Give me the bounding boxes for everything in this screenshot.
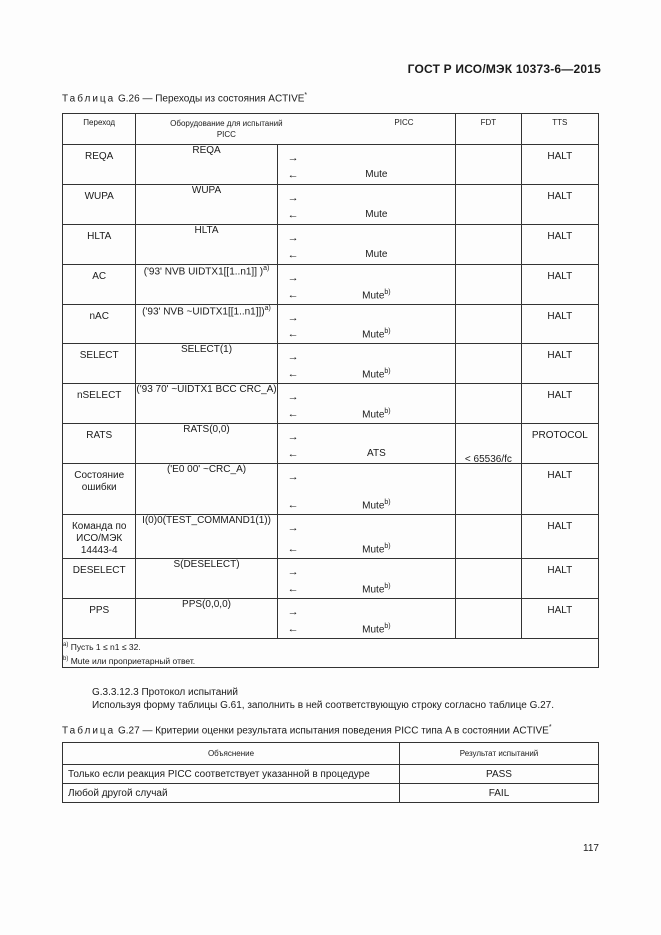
right-arrow-icon: → bbox=[287, 272, 299, 284]
command-cell: REQA bbox=[136, 145, 277, 185]
picc-cell bbox=[277, 424, 456, 464]
fdt-cell bbox=[456, 145, 521, 185]
response-footnote-mark: b) bbox=[384, 328, 391, 335]
send-line bbox=[278, 431, 456, 445]
transition-cell: DESELECT bbox=[63, 559, 136, 599]
receive-line bbox=[278, 583, 456, 597]
command-cell: SELECT(1) bbox=[136, 344, 277, 384]
fdt-cell: < 65536/fc bbox=[456, 424, 521, 464]
picc-cell bbox=[277, 384, 456, 424]
table26-caption-mark: * bbox=[304, 92, 308, 99]
send-line bbox=[278, 351, 456, 365]
transition-cell: AC bbox=[63, 265, 136, 305]
picc-response: Mute$^{b)}$ bbox=[362, 499, 391, 512]
command-cell: ('E0 00' ~CRC_A) bbox=[136, 464, 277, 515]
fdt-cell bbox=[456, 515, 521, 559]
picc-response: Mute$^{b)}$ bbox=[362, 328, 391, 341]
receive-line bbox=[278, 328, 456, 342]
fdt-cell bbox=[456, 305, 521, 344]
receive-line bbox=[278, 408, 456, 422]
tts-cell: HALT bbox=[521, 515, 598, 559]
receive-line bbox=[278, 499, 456, 513]
left-arrow-icon: ← bbox=[287, 499, 299, 511]
table-row bbox=[63, 599, 599, 639]
result-cell: PASS bbox=[400, 765, 599, 784]
tts-cell: HALT bbox=[521, 265, 598, 305]
command-cell: WUPA bbox=[136, 185, 277, 225]
left-arrow-icon: ← bbox=[287, 328, 299, 340]
section-text: Используя форму таблицы G.61, заполнить в нeй соответствующую строку согласно таблице G.27. bbox=[92, 700, 555, 711]
right-arrow-icon: → bbox=[287, 232, 299, 244]
left-arrow-icon: ← bbox=[287, 583, 299, 595]
send-line bbox=[278, 192, 456, 206]
tts-cell: HALT bbox=[521, 145, 598, 185]
right-arrow-icon: → bbox=[287, 192, 299, 204]
table-row bbox=[63, 225, 599, 265]
picc-response: Mute$^{b)}$ bbox=[362, 408, 391, 421]
left-arrow-icon: ← bbox=[287, 368, 299, 380]
header-equipment: Оборудование для испытаний PICC bbox=[170, 119, 283, 139]
send-line bbox=[278, 152, 456, 166]
command-cell: RATS(0,0) bbox=[136, 424, 277, 464]
send-line bbox=[278, 391, 456, 405]
table-row bbox=[63, 515, 599, 559]
receive-line bbox=[278, 448, 456, 462]
table-row bbox=[63, 185, 599, 225]
transition-cell: Команда по ИСО/МЭК 14443-4 bbox=[63, 515, 136, 559]
transitions-table bbox=[62, 113, 599, 668]
command-cell: PPS(0,0,0) bbox=[136, 599, 277, 639]
response-footnote-mark: b) bbox=[384, 543, 391, 550]
fdt-cell bbox=[456, 344, 521, 384]
receive-line bbox=[278, 209, 456, 223]
picc-response: Mute bbox=[365, 169, 388, 180]
table-header-row bbox=[63, 743, 599, 765]
picc-response: Mute$^{b)}$ bbox=[362, 583, 391, 596]
transition-cell: REQA bbox=[63, 145, 136, 185]
transition-cell: PPS bbox=[63, 599, 136, 639]
tts-cell: HALT bbox=[521, 305, 598, 344]
header-transition: Переход bbox=[63, 114, 136, 145]
receive-line bbox=[278, 249, 456, 263]
fdt-cell bbox=[456, 185, 521, 225]
tts-cell: HALT bbox=[521, 559, 598, 599]
picc-response: Mute$^{b)}$ bbox=[362, 289, 391, 302]
table26-caption-label: Таблица bbox=[62, 93, 116, 105]
header-tts: TTS bbox=[521, 114, 598, 145]
left-arrow-icon: ← bbox=[287, 209, 299, 221]
picc-cell bbox=[277, 265, 456, 305]
picc-cell bbox=[277, 599, 456, 639]
left-arrow-icon: ← bbox=[287, 543, 299, 555]
picc-cell bbox=[277, 515, 456, 559]
response-footnote-mark: b) bbox=[384, 408, 391, 415]
transition-cell: nSELECT bbox=[63, 384, 136, 424]
picc-cell bbox=[277, 305, 456, 344]
section-heading: G.3.3.12.3 Протокол испытаний bbox=[92, 687, 238, 698]
response-footnote-mark: b) bbox=[384, 289, 391, 296]
response-footnote-mark: b) bbox=[384, 499, 391, 506]
picc-response: ATS bbox=[367, 448, 386, 459]
right-arrow-icon: → bbox=[287, 606, 299, 618]
tts-cell: HALT bbox=[521, 384, 598, 424]
transition-cell: SELECT bbox=[63, 344, 136, 384]
result-cell: FAIL bbox=[400, 784, 599, 803]
fdt-cell bbox=[456, 464, 521, 515]
right-arrow-icon: → bbox=[287, 391, 299, 403]
command-cell: ('93' NVB ~UIDTX1[[1..n1]])$^{a)}$ bbox=[136, 305, 277, 344]
left-arrow-icon: ← bbox=[287, 408, 299, 420]
criteria-table bbox=[62, 742, 599, 803]
send-line bbox=[278, 272, 456, 286]
right-arrow-icon: → bbox=[287, 431, 299, 443]
tts-cell: HALT bbox=[521, 225, 598, 265]
table26-caption bbox=[62, 92, 307, 104]
send-line bbox=[278, 606, 456, 620]
table-row bbox=[63, 145, 599, 185]
picc-cell bbox=[277, 464, 456, 515]
left-arrow-icon: ← bbox=[287, 289, 299, 301]
right-arrow-icon: → bbox=[287, 351, 299, 363]
table-row bbox=[63, 305, 599, 344]
picc-response: Mute bbox=[365, 249, 388, 260]
picc-response: Mute bbox=[365, 209, 388, 220]
table-row bbox=[63, 424, 599, 464]
receive-line bbox=[278, 623, 456, 637]
picc-response: Mute$^{b)}$ bbox=[362, 543, 391, 556]
header-result: Результат испытаний bbox=[400, 743, 599, 765]
command-footnote-mark: a) bbox=[264, 305, 271, 312]
right-arrow-icon: → bbox=[287, 152, 299, 164]
table27-caption bbox=[62, 724, 552, 736]
transition-cell: nAC bbox=[63, 305, 136, 344]
command-cell: HLTA bbox=[136, 225, 277, 265]
send-line bbox=[278, 471, 456, 485]
picc-cell bbox=[277, 145, 456, 185]
command-footnote-mark: a) bbox=[263, 265, 270, 272]
table-row bbox=[63, 765, 599, 784]
table27-caption-text: G.27 — Критерии оценки результата испытания поведения PICC типа A в состоянии ACTIVE bbox=[118, 725, 549, 737]
picc-cell bbox=[277, 185, 456, 225]
response-footnote-mark: b) bbox=[384, 623, 391, 630]
table-header-row bbox=[63, 114, 599, 145]
picc-cell bbox=[277, 225, 456, 265]
send-line bbox=[278, 232, 456, 246]
explanation-cell: Любой другой случай bbox=[63, 784, 400, 803]
table-row bbox=[63, 384, 599, 424]
picc-cell bbox=[277, 559, 456, 599]
table27-caption-mark: * bbox=[548, 724, 552, 731]
fdt-cell bbox=[456, 265, 521, 305]
transition-cell: HLTA bbox=[63, 225, 136, 265]
header-equipment-picc bbox=[136, 114, 456, 145]
table27-caption-label: Таблица bbox=[62, 725, 116, 737]
response-footnote-mark: b) bbox=[384, 368, 391, 375]
table-row bbox=[63, 784, 599, 803]
table26-caption-text: G.26 — Переходы из состояния ACTIVE bbox=[118, 93, 305, 105]
picc-cell bbox=[277, 344, 456, 384]
receive-line bbox=[278, 289, 456, 303]
send-line bbox=[278, 566, 456, 580]
receive-line bbox=[278, 368, 456, 382]
fdt-cell bbox=[456, 225, 521, 265]
left-arrow-icon: ← bbox=[287, 623, 299, 635]
document-header: ГОСТ Р ИСО/МЭК 10373-6—2015 bbox=[407, 62, 601, 76]
command-cell: I(0)0(TEST_COMMAND1(1)) bbox=[136, 515, 277, 559]
command-cell: ('93' NVB UIDTX1[[1..n1]] )$^{a)}$ bbox=[136, 265, 277, 305]
send-line bbox=[278, 522, 456, 536]
tts-cell: HALT bbox=[521, 185, 598, 225]
fdt-cell bbox=[456, 599, 521, 639]
right-arrow-icon: → bbox=[287, 566, 299, 578]
transition-cell: Состояние ошибки bbox=[63, 464, 136, 515]
right-arrow-icon: → bbox=[287, 471, 299, 483]
footnote-b: $^{b)}$ Mute или проприетарный ответ. bbox=[63, 655, 196, 666]
transition-cell: RATS bbox=[63, 424, 136, 464]
header-fdt: FDT bbox=[456, 114, 521, 145]
send-line bbox=[278, 312, 456, 326]
receive-line bbox=[278, 543, 456, 557]
footnote-a: $^{a)}$ Пусть 1 ≤ n1 ≤ 32. bbox=[63, 641, 141, 652]
right-arrow-icon: → bbox=[287, 312, 299, 324]
transition-cell: WUPA bbox=[63, 185, 136, 225]
page-number: 117 bbox=[583, 843, 599, 854]
response-footnote-mark: b) bbox=[384, 583, 391, 590]
right-arrow-icon: → bbox=[287, 522, 299, 534]
left-arrow-icon: ← bbox=[287, 169, 299, 181]
fdt-cell bbox=[456, 384, 521, 424]
left-arrow-icon: ← bbox=[287, 448, 299, 460]
table-row bbox=[63, 265, 599, 305]
left-arrow-icon: ← bbox=[287, 249, 299, 261]
tts-cell: HALT bbox=[521, 464, 598, 515]
tts-cell: HALT bbox=[521, 344, 598, 384]
table-row bbox=[63, 344, 599, 384]
header-explanation: Объяснение bbox=[63, 743, 400, 765]
table-row bbox=[63, 559, 599, 599]
fdt-cell bbox=[456, 559, 521, 599]
table-row bbox=[63, 464, 599, 515]
header-picc: PICC bbox=[394, 118, 414, 127]
tts-cell: HALT bbox=[521, 599, 598, 639]
picc-response: Mute$^{b)}$ bbox=[362, 368, 391, 381]
receive-line bbox=[278, 169, 456, 183]
picc-response: Mute$^{b)}$ bbox=[362, 623, 391, 636]
tts-cell: PROTOCOL bbox=[521, 424, 598, 464]
command-cell: ('93 70' ~UIDTX1 BCC CRC_A) bbox=[136, 384, 277, 424]
command-cell: S(DESELECT) bbox=[136, 559, 277, 599]
explanation-cell: Только если реакция PICC соответствует указанной в процедуре bbox=[63, 765, 400, 784]
